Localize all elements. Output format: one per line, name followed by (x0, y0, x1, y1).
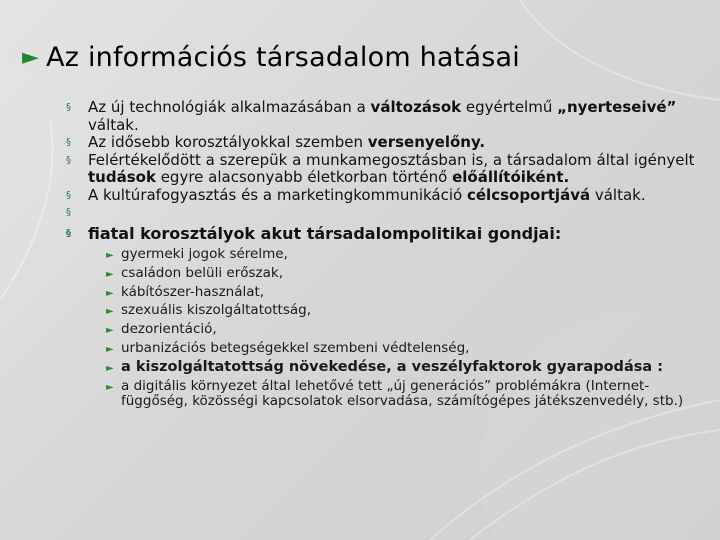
title-text: Az információs társadalom hatásai (46, 42, 520, 73)
slide-title (22, 42, 520, 73)
sub-bullet-text: kábítószer-használat, (121, 283, 265, 300)
arrow-bullet-icon: ► (106, 381, 114, 393)
sub-bullet-item (106, 266, 706, 281)
bold-text: versenyelőny. (367, 133, 486, 151)
arrow-bullet-icon: ► (106, 362, 114, 374)
bold-text: „nyerteseivé” (557, 98, 677, 116)
arrow-bullet-icon: ► (106, 343, 114, 355)
square-bullet-icon: § (66, 228, 71, 239)
square-bullet-icon: § (66, 137, 71, 148)
sub-bullet-text: urbanizációs betegségekkel szembeni védtelenség, (121, 339, 470, 356)
sub-bullet-text: a digitális környezet által lehetővé tett „új generációs” problémákra (Internet-függőség, közösségi kapcsolatok elsorvadása, számítógépes játékszenvedély, stb.) (121, 377, 684, 409)
text: egyértelmű (461, 98, 558, 116)
sub-bullet-item (106, 303, 706, 318)
text: Az idősebb korosztályokkal szemben (88, 133, 368, 151)
arrow-bullet-icon: ► (106, 306, 114, 318)
bullet-item (66, 152, 706, 187)
bold-text: fiatal korosztályok akut társadalompolitikai gondjai: (88, 224, 562, 243)
bold-text: tudások (88, 168, 156, 186)
square-bullet-icon: § (66, 207, 71, 218)
sub-bullet-item (106, 360, 706, 375)
text: Az új technológiák alkalmazásában a (88, 98, 371, 116)
text: A kultúrafogyasztás és a marketingkommunikáció (88, 185, 467, 204)
bold-text: előállítóiként. (452, 168, 570, 186)
bold-text: célcsoportjává (466, 185, 591, 204)
arrow-bullet-icon: ► (106, 325, 114, 337)
bullet-item (66, 224, 706, 243)
bullet-item (66, 187, 706, 205)
square-bullet-icon: § (66, 189, 71, 201)
text: váltak. (88, 115, 139, 134)
arrow-bullet-icon: ► (106, 268, 114, 280)
sub-bullet-text: dezorientáció, (121, 321, 217, 338)
slide-content (66, 99, 706, 413)
bullet-item (66, 204, 706, 222)
sub-bullet-item (106, 341, 706, 356)
sub-bullet-text: a kiszolgáltatottság növekedése, a veszélyfaktorok gyarapodása : (121, 358, 663, 375)
text: egyre alacsonyabb életkorban történő (155, 168, 453, 186)
text: Felértékelődött a szerepük a munkamegosztásban is, a társadalom által igényelt (88, 150, 695, 169)
sub-bullet-list (106, 247, 706, 409)
bullet-list (66, 99, 706, 243)
arrow-bullet-icon: ► (106, 250, 114, 261)
bullet-item (66, 134, 706, 152)
title-arrow-icon: ► (22, 45, 40, 70)
square-bullet-icon: § (66, 154, 71, 166)
sub-bullet-text: családon belüli erőszak, (121, 264, 284, 281)
sub-bullet-item (106, 247, 706, 262)
sub-bullet-text: szexuális kiszolgáltatottság, (121, 302, 311, 319)
text: váltak. (590, 185, 646, 204)
bullet-item (66, 99, 706, 134)
square-bullet-icon: § (66, 102, 71, 113)
arrow-bullet-icon: ► (106, 287, 114, 299)
sub-bullet-item (106, 379, 706, 409)
sub-bullet-text: gyermeki jogok sérelme, (121, 246, 288, 262)
sub-bullet-item (106, 322, 706, 337)
bold-text: változások (370, 98, 462, 116)
sub-bullet-item (106, 285, 706, 300)
